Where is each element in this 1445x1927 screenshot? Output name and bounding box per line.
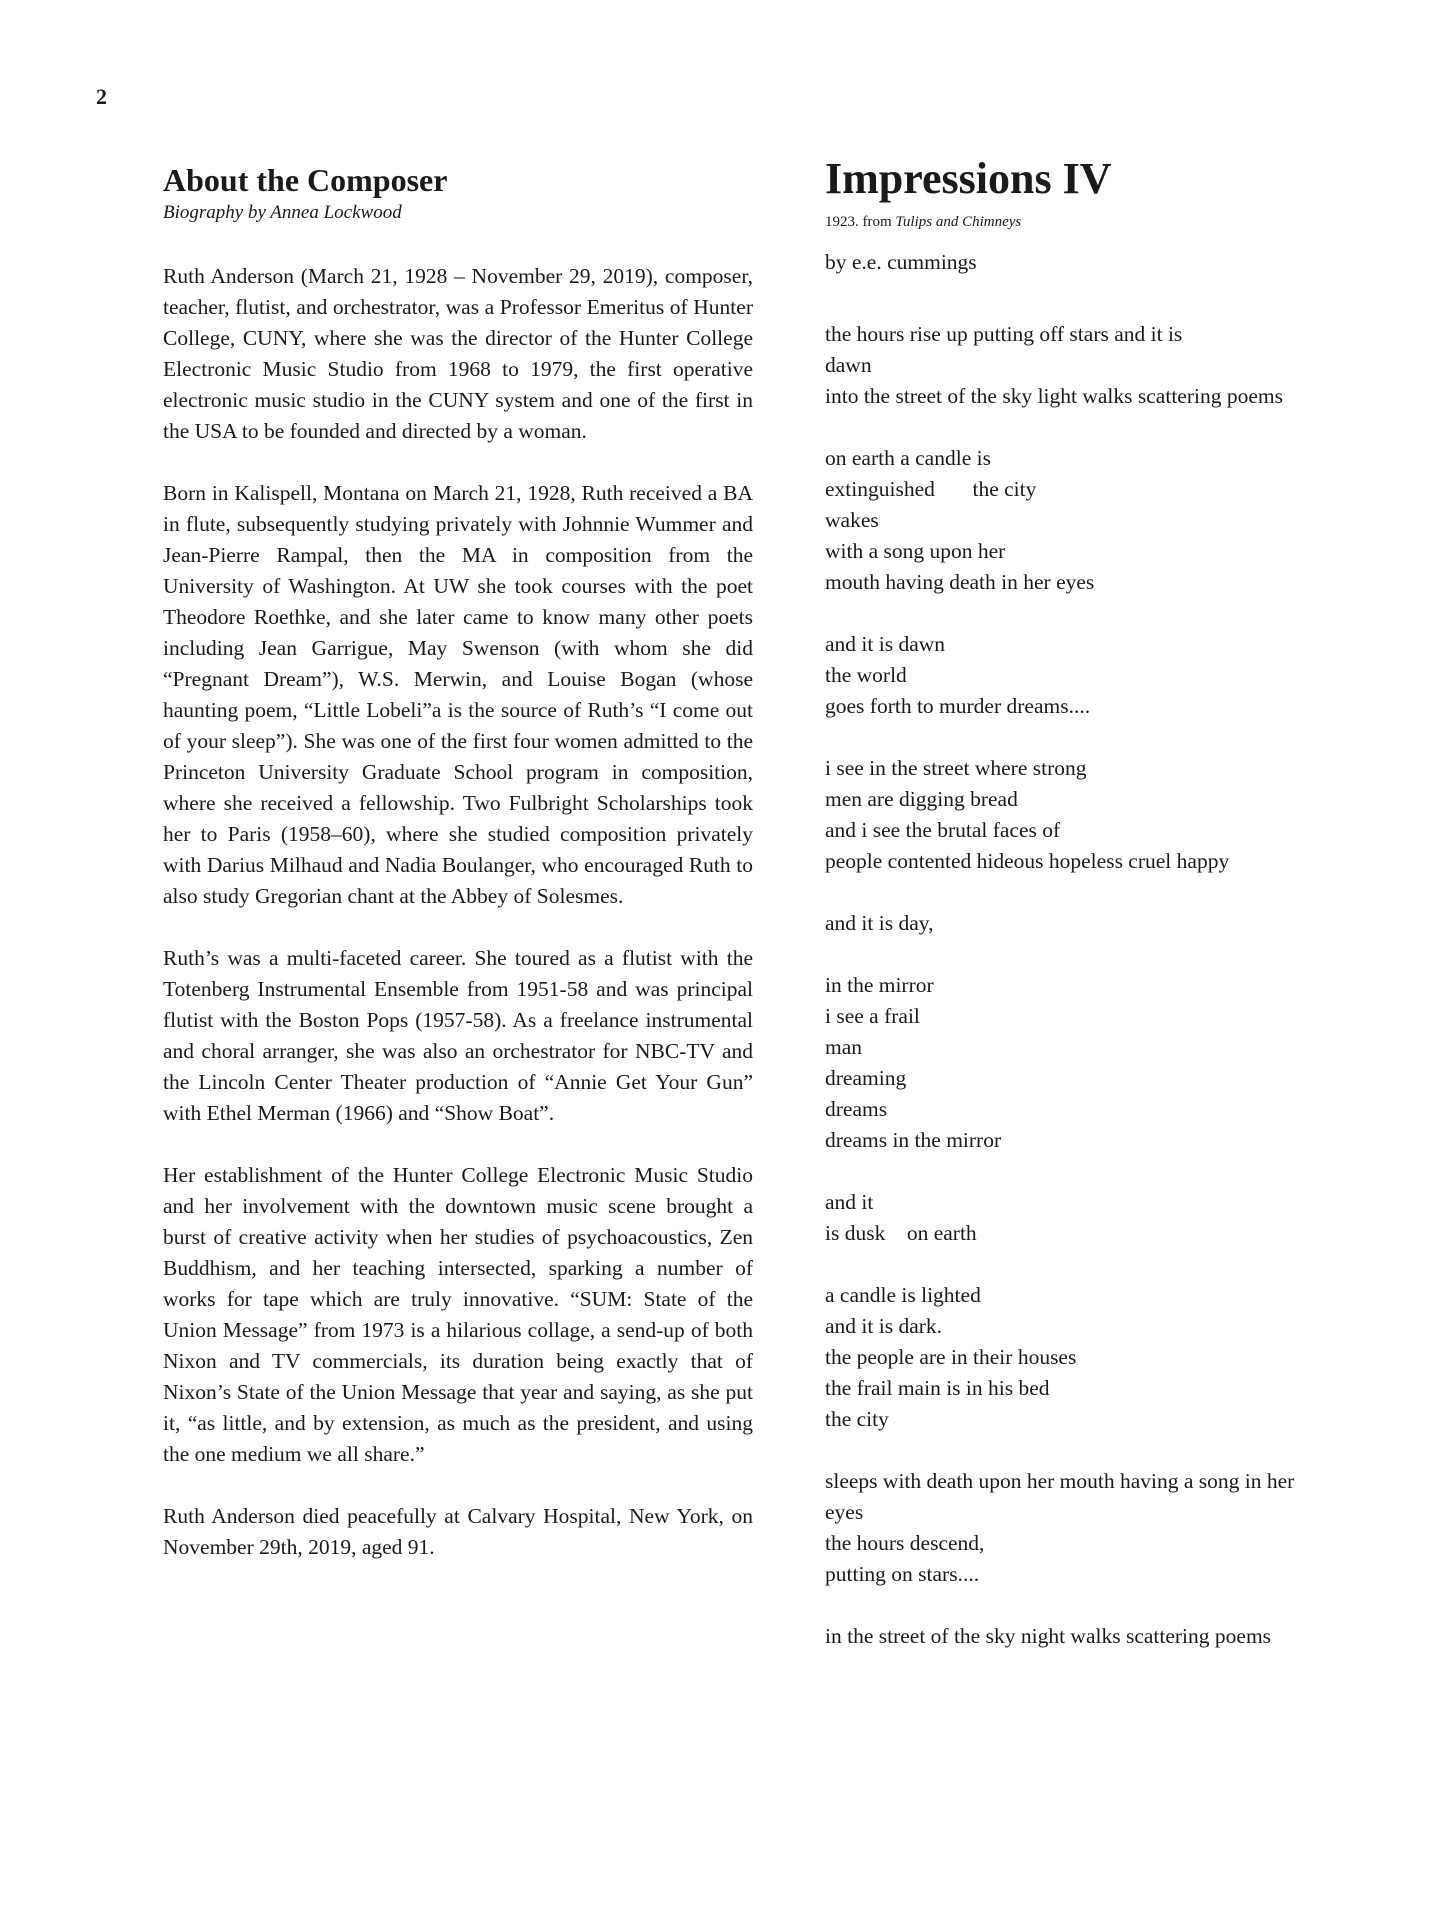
poem-line: people contented hideous hopeless cruel happy (825, 849, 1230, 874)
poem-body (825, 319, 1405, 1652)
poem-source-prefix: 1923. from (825, 214, 896, 231)
poem-line: the world (825, 663, 907, 688)
poem-stanza (825, 1621, 1405, 1652)
poem-stanza (825, 753, 1405, 877)
poem-line: men are digging bread (825, 787, 1018, 812)
poem-source-book: Tulips and Chimneys (895, 214, 1022, 231)
poem-stanza (825, 908, 1405, 939)
poem-section (825, 155, 1405, 1683)
poem-line: the hours rise up putting off stars and it is (825, 322, 1183, 347)
poem-line: putting on stars.... (825, 1562, 980, 1587)
poem-stanza (825, 443, 1405, 598)
poem-line: dreams (825, 1097, 888, 1122)
poem-line: in the mirror (825, 973, 934, 998)
poem-line: on earth a candle is (825, 446, 991, 471)
poem-stanza (825, 319, 1405, 412)
poem-title: Impressions IV (825, 154, 1112, 203)
poem-line: and it is dawn (825, 632, 946, 657)
bio-paragraph: Ruth Anderson (March 21, 1928 – November 29, 2019), composer, teacher, flutist, and orchestrator, was a Professor Emeritus of Hunter College, CUNY, where she was the director of the Hunter College Electronic Music Studio from 1968 to 1979, the first operative electronic music studio in the CUNY system and one of the first in the USA to be founded and directed by a woman. (163, 264, 753, 444)
poem-line: man (825, 1035, 863, 1060)
poem-stanza (825, 1466, 1405, 1590)
poem-stanza (825, 629, 1405, 722)
poem-line: eyes (825, 1500, 864, 1525)
poem-line: the frail main is in his bed (825, 1376, 1050, 1401)
poem-line: mouth having death in her eyes (825, 570, 1095, 595)
bio-paragraph: Ruth Anderson died peacefully at Calvary Hospital, New York, on November 29th, 2019, aged 91. (163, 1504, 753, 1560)
bio-paragraph: Born in Kalispell, Montana on March 21, 1928, Ruth received a BA in flute, subsequently studying privately with Johnnie Wummer and Jean-Pierre Rampal, then the MA in composition from the University of Washington. At UW she took courses with the poet Theodore Roethke, and she later came to know many other poets including Jean Garrigue, May Swenson (with whom she did “Pregnant Dream”), W.S. Merwin, and Louise Bogan (whose haunting poem, “Little Lobeli”a is the source of Ruth’s “I come out of your sleep”). She was one of the first four women admitted to the Princeton University Graduate School program in composition, where she received a fellowship. Two Fulbright Scholarships took her to Paris (1958–60), where she studied composition privately with Darius Milhaud and Nadia Boulanger, who encouraged Ruth to also study Gregorian chant at the Abbey of Solesmes. (163, 481, 753, 909)
biography-text (163, 261, 753, 1563)
composer-biography-section (163, 162, 753, 1594)
poem-line: in the street of the sky night walks scattering poems (825, 1624, 1272, 1649)
poem-stanza (825, 1280, 1405, 1435)
poem-line: dreams in the mirror (825, 1128, 1002, 1153)
bio-paragraph: Her establishment of the Hunter College Electronic Music Studio and her involvement with the downtown music scene brought a burst of creative activity when her studies of psychoacoustics, Zen Buddhism, and her teaching intersected, sparking a number of works for tape which are truly innovative. “SUM: State of the Union Message” from 1973 is a hilarious collage, a send-up of both Nixon and TV commercials, its duration being exactly that of Nixon’s State of the Union Message that year and saying, as she put it, “as little, and by extension, as much as the president, and using the one medium we all share.” (163, 1163, 753, 1467)
poem-line: dreaming (825, 1066, 907, 1091)
poem-author: by e.e. cummings (825, 250, 977, 275)
poem-line: i see a frail (825, 1004, 920, 1029)
poem-stanza (825, 970, 1405, 1156)
poem-line: goes forth to murder dreams.... (825, 694, 1091, 719)
poem-source (825, 213, 1405, 231)
poem-line: and it (825, 1190, 874, 1215)
poem-line: and it is dark. (825, 1314, 943, 1339)
page-number: 2 (96, 84, 107, 109)
poem-line: the city (825, 1407, 889, 1432)
poem-line: with a song upon her (825, 539, 1006, 564)
poem-line: into the street of the sky light walks scattering poems (825, 384, 1283, 409)
poem-line: the people are in their houses (825, 1345, 1077, 1370)
poem-line: the hours descend, (825, 1531, 985, 1556)
biography-byline: Biography by Annea Lockwood (163, 201, 402, 223)
poem-line: extinguished the city (825, 477, 1037, 502)
poem-line: wakes (825, 508, 879, 533)
poem-stanza (825, 1187, 1405, 1249)
poem-line: and i see the brutal faces of (825, 818, 1061, 843)
section-title: About the Composer (163, 162, 448, 198)
poem-line: i see in the street where strong (825, 756, 1087, 781)
poem-line: is dusk on earth (825, 1221, 977, 1246)
bio-paragraph: Ruth’s was a multi-faceted career. She toured as a flutist with the Totenberg Instrumental Ensemble from 1951-58 and was principal flutist with the Boston Pops (1957-58). As a freelance instrumental and choral arranger, she was also an orchestrator for NBC-TV and the Lincoln Center Theater production of “Annie Get Your Gun” with Ethel Merman (1966) and “Show Boat”. (163, 946, 753, 1126)
poem-line: dawn (825, 353, 872, 378)
poem-line: sleeps with death upon her mouth having a song in her (825, 1469, 1295, 1494)
poem-line: a candle is lighted (825, 1283, 981, 1308)
poem-line: and it is day, (825, 911, 934, 936)
